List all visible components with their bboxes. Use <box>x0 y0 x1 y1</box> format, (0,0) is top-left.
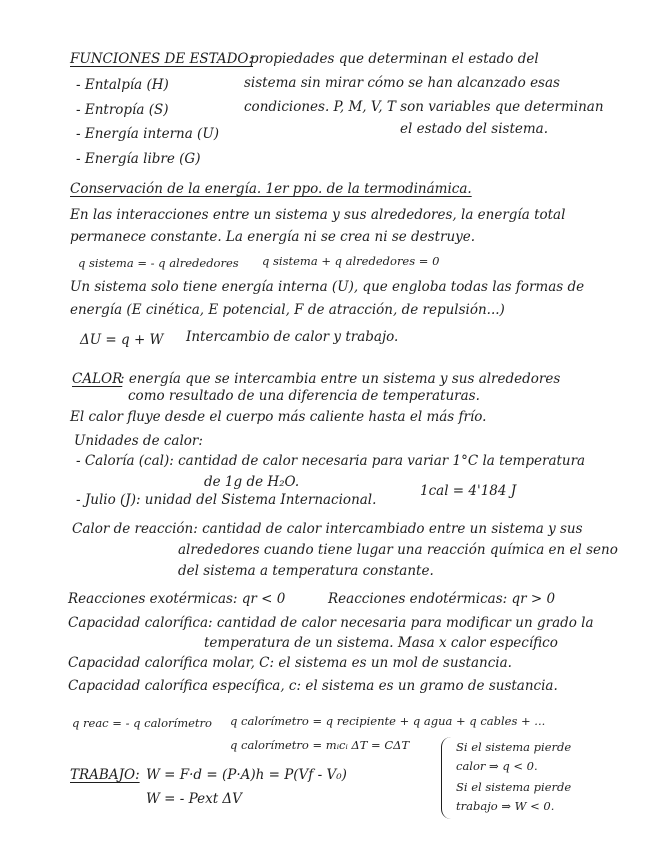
list-item: - Energía interna (U) <box>76 126 219 142</box>
text-line: Unidades de calor: <box>74 433 203 449</box>
equation: q calorímetro = mᵢcᵢ ΔT = CΔT <box>230 738 410 752</box>
text-line: calor ⇒ q < 0. <box>456 759 538 773</box>
text-line: Reacciones exotérmicas: qr < 0 <box>68 591 286 607</box>
equation: q calorímetro = q recipiente + q agua + q cables + ... <box>230 714 546 728</box>
text-line: - Julio (J): unidad del Sistema Internacional. <box>76 492 377 508</box>
list-item: - Energía libre (G) <box>76 151 201 167</box>
text-line: El calor fluye desde el cuerpo más caliente hasta el más frío. <box>70 409 487 425</box>
section-title-trabajo: TRABAJO: <box>70 767 140 783</box>
text-line: Capacidad calorífica específica, c: el sistema es un gramo de sustancia. <box>68 678 558 694</box>
text-line: - Caloría (cal): cantidad de calor necesaria para variar 1°C la temperatura <box>76 453 586 469</box>
section-title-funciones-estado: FUNCIONES DE ESTADO: <box>70 51 254 67</box>
text-line: Un sistema solo tiene energía interna (U), que engloba todas las formas de <box>70 279 585 295</box>
text-line: Calor de reacción: cantidad de calor intercambiado entre un sistema y sus <box>72 521 583 537</box>
equation: W = - Pext ΔV <box>146 791 242 807</box>
text-line: sistema sin mirar cómo se han alcanzado esas <box>244 75 560 91</box>
text-line: condiciones. P, M, V, T son variables que determinan <box>244 99 604 115</box>
text-line: energía (E cinética, E potencial, F de atracción, de repulsión...) <box>70 302 505 318</box>
text-line: propiedades que determinan el estado del <box>250 51 539 67</box>
equation: q sistema + q alrededores = 0 <box>262 254 440 268</box>
text-line: Capacidad calorífica molar, C: el sistema es un mol de sustancia. <box>68 655 512 671</box>
text-line: de 1g de H₂O. <box>204 474 300 490</box>
equation: 1cal = 4'184 J <box>420 483 517 499</box>
text-line: Capacidad calorífica: cantidad de calor necesaria para modificar un grado la <box>68 615 594 631</box>
text-line: como resultado de una diferencia de temperaturas. <box>128 388 480 404</box>
list-item: - Entropía (S) <box>76 102 169 118</box>
section-title-calor: CALOR <box>72 371 123 387</box>
text-line: Si el sistema pierde <box>456 740 572 754</box>
text-line: trabajo ⇒ W < 0. <box>456 799 555 813</box>
list-item: - Entalpía (H) <box>76 77 169 93</box>
equation: q sistema = - q alrededores <box>78 256 239 270</box>
brace <box>441 737 454 819</box>
text-line: Reacciones endotérmicas: qr > 0 <box>328 591 556 607</box>
equation: W = F·d = (P·A)h = P(Vf - V₀) <box>146 767 347 783</box>
equation: ΔU = q + W <box>80 332 164 348</box>
text-line: permanece constante. La energía ni se crea ni se destruye. <box>70 229 476 245</box>
text-line: En las interacciones entre un sistema y sus alrededores, la energía total <box>70 207 566 223</box>
text-line: el estado del sistema. <box>400 121 549 137</box>
text-line: Si el sistema pierde <box>456 780 572 794</box>
section-title-conservacion: Conservación de la energía. 1er ppo. de la termodinámica. <box>70 181 472 197</box>
text-line: temperatura de un sistema. Masa x calor específico <box>204 635 558 651</box>
text-line: Intercambio de calor y trabajo. <box>186 329 399 345</box>
text-line: alrededores cuando tiene lugar una reacción química en el seno <box>178 542 618 558</box>
text-line: : energía que se intercambia entre un sistema y sus alrededores <box>120 371 561 387</box>
text-line: del sistema a temperatura constante. <box>178 563 434 579</box>
equation: q reac = - q calorímetro <box>72 716 212 730</box>
